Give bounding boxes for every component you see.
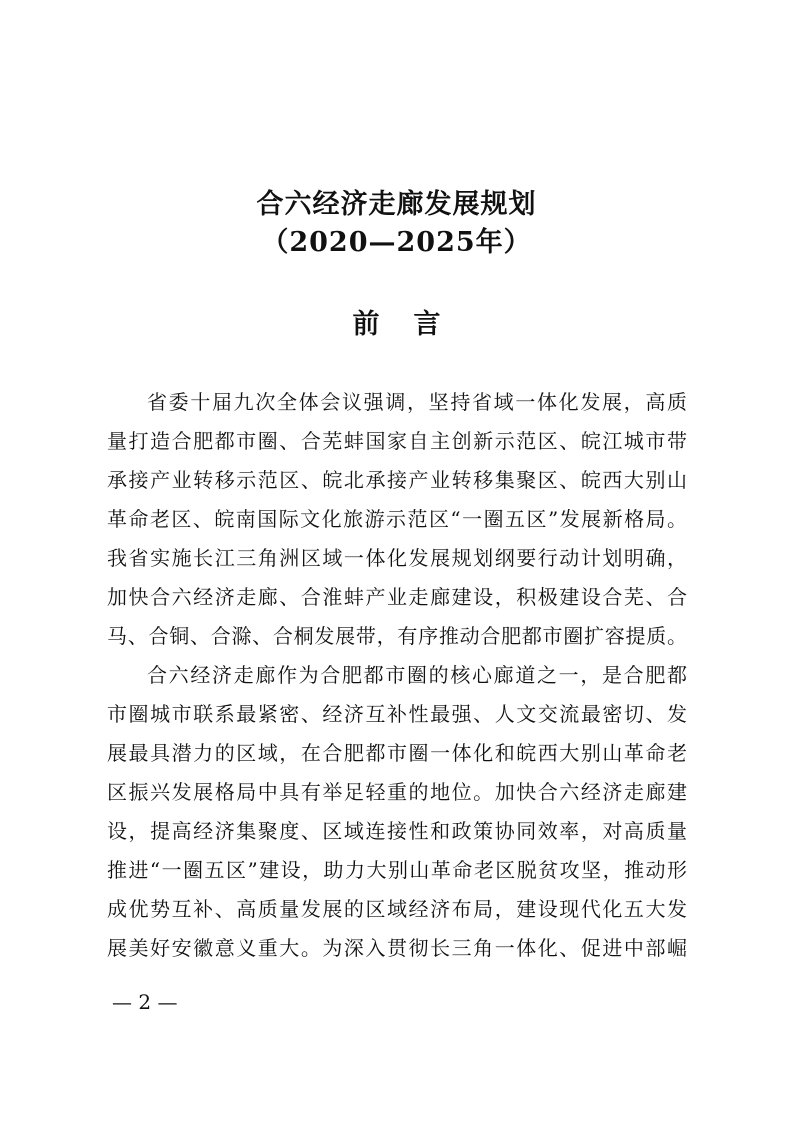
page-number: — 2 — xyxy=(112,990,178,1014)
paragraph-1-line-6: 加快合六经济走廊、合淮蚌产业走廊建设，积极建设合芜、合 xyxy=(107,585,687,609)
paragraph-2-line-3: 展最具潜力的区域，在合肥都市圈一体化和皖西大别山革命老 xyxy=(107,741,687,765)
paragraph-2-line-5: 设，提高经济集聚度、区域连接性和政策协同效率，对高质量 xyxy=(107,819,687,843)
section-heading-second-char: 言 xyxy=(413,309,441,340)
paragraph-2-line-1: 合六经济走廊作为合肥都市圈的核心廊道之一，是合肥都 xyxy=(147,663,687,687)
paragraph-1-line-3: 承接产业转移示范区、皖北承接产业转移集聚区、皖西大别山 xyxy=(107,468,687,492)
section-heading xyxy=(0,307,793,343)
document-subtitle: （2020—2025年） xyxy=(261,227,532,258)
paragraph-1-line-1: 省委十届九次全体会议强调，坚持省域一体化发展，高质 xyxy=(147,390,687,414)
paragraph-2-line-8: 展美好安徽意义重大。为深入贯彻长三角一体化、促进中部崛 xyxy=(107,936,687,960)
section-heading-first-char: 前 xyxy=(352,309,380,340)
paragraph-1-line-7: 马、合铜、合滁、合桐发展带，有序推动合肥都市圈扩容提质。 xyxy=(107,624,687,648)
paragraph-2-line-7: 成优势互补、高质量发展的区域经济布局，建设现代化五大发 xyxy=(107,897,687,921)
paragraph-1-line-5: 我省实施长江三角洲区域一体化发展规划纲要行动计划明确， xyxy=(107,546,687,570)
paragraph-2-line-6: 推进“一圈五区”建设，助力大别山革命老区脱贫攻坚，推动形 xyxy=(107,858,687,882)
document-title: 合六经济走廊发展规划 xyxy=(256,189,537,220)
paragraph-2-line-2: 市圈城市联系最紧密、经济互补性最强、人文交流最密切、发 xyxy=(107,702,687,726)
paragraph-1-line-4: 革命老区、皖南国际文化旅游示范区“一圈五区”发展新格局。 xyxy=(107,507,687,531)
paragraph-1-line-2: 量打造合肥都市圈、合芜蚌国家自主创新示范区、皖江城市带 xyxy=(107,429,687,453)
paragraph-2-line-4: 区振兴发展格局中具有举足轻重的地位。加快合六经济走廊建 xyxy=(107,780,687,804)
